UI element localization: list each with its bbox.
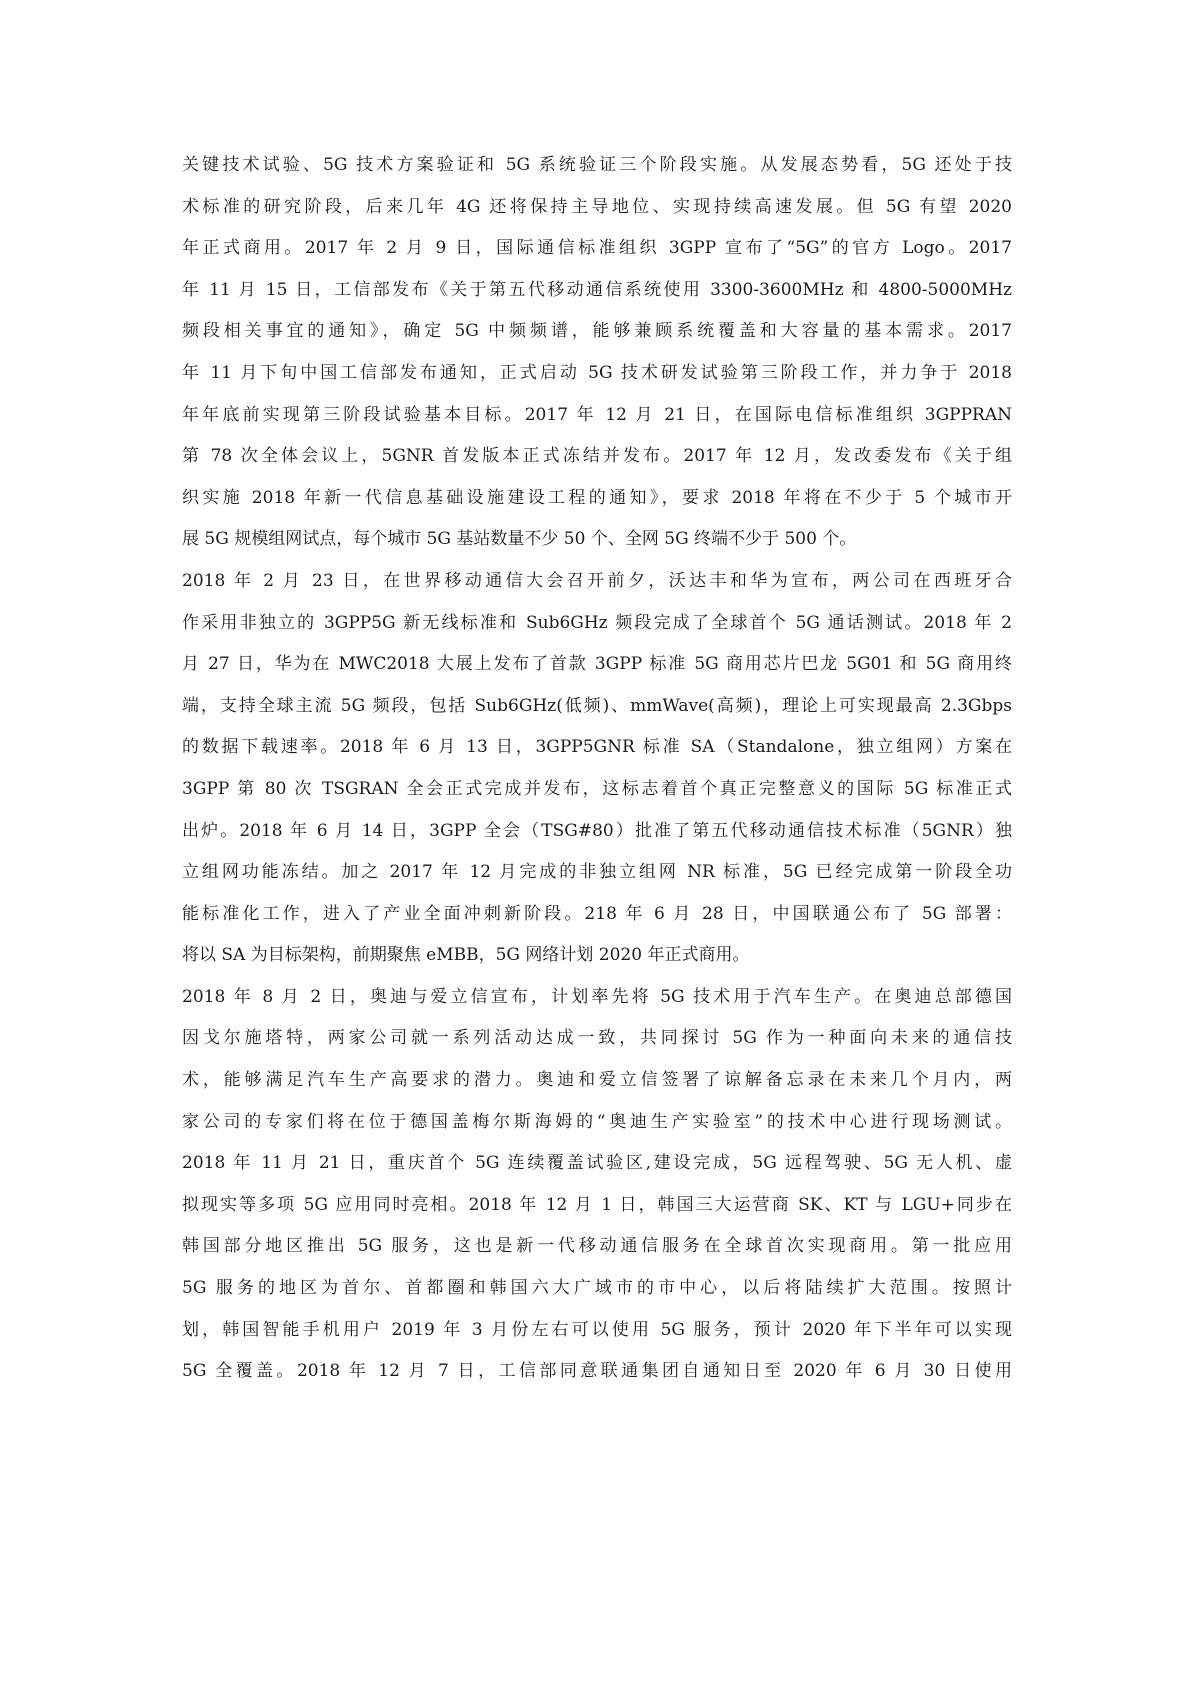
text-line: 将以 SA 为目标架构，前期聚焦 eMBB，5G 网络计划 2020 年正式商用。: [182, 945, 750, 966]
text-line: 端，支持全球主流 5G 频段，包括 Sub6GHz(低频)、mmWave(高频)，理论上可实现最高 2.3Gbps: [182, 695, 1012, 716]
text-line: 拟现实等多项 5G 应用同时亮相。2018 年 12 月 1 日，韩国三大运营商 SK、KT 与 LGU+同步在: [182, 1194, 1012, 1215]
text-line: 年 11 月下旬中国工信部发布通知，正式启动 5G 技术研发试验第三阶段工作，并力争于 2018: [182, 362, 1012, 383]
text-line: 年正式商用。2017 年 2 月 9 日，国际通信标准组织 3GPP 宣布了“5G”的官方 Logo。2017: [182, 238, 1012, 259]
text-line: 术标准的研究阶段，后来几年 4G 还将保持主导地位、实现持续高速发展。但 5G 有望 2020: [182, 196, 1012, 217]
text-line: 立组网功能冻结。加之 2017 年 12 月完成的非独立组网 NR 标准，5G 已经完成第一阶段全功: [182, 862, 1012, 883]
text-line: 2018 年 11 月 21 日，重庆首个 5G 连续覆盖试验区,建设完成，5G 远程驾驶、5G 无人机、虚: [182, 1153, 1012, 1174]
text-line: 3GPP 第 80 次 TSGRAN 全会正式完成并发布，这标志着首个真正完整意义的国际 5G 标准正式: [182, 778, 1012, 799]
text-line: 作采用非独立的 3GPP5G 新无线标准和 Sub6GHz 频段完成了全球首个 5G 通话测试。2018 年 2: [182, 612, 1012, 633]
text-line: 因戈尔施塔特，两家公司就一系列活动达成一致，共同探讨 5G 作为一种面向未来的通信技: [182, 1028, 1012, 1049]
text-line: 频段相关事宜的通知》，确定 5G 中频频谱，能够兼顾系统覆盖和大容量的基本需求。2017: [182, 321, 1012, 342]
text-line: 能标准化工作，进入了产业全面冲刺新阶段。218 年 6 月 28 日，中国联通公布了 5G 部署：: [182, 903, 1012, 924]
text-line: 展 5G 规模组网试点，每个城市 5G 基站数量不少 50 个、全网 5G 终端不少于 500 个。: [182, 529, 857, 550]
text-line: 划，韩国智能手机用户 2019 年 3 月份左右可以使用 5G 服务，预计 2020 年下半年可以实现: [182, 1319, 1012, 1340]
text-line: 家公司的专家们将在位于德国盖梅尔斯海姆的“奥迪生产实验室”的技术中心进行现场测试。: [182, 1111, 1012, 1132]
text-line: 年年底前实现第三阶段试验基本目标。2017 年 12 月 21 日，在国际电信标准组织 3GPPRAN: [182, 404, 1012, 425]
text-line: 术，能够满足汽车生产高要求的潜力。奥迪和爱立信签署了谅解备忘录在未来几个月内，两: [182, 1070, 1012, 1091]
text-line: 2018 年 8 月 2 日，奥迪与爱立信宣布，计划率先将 5G 技术用于汽车生产。在奥迪总部德国: [182, 986, 1012, 1007]
paragraph-3: [182, 977, 1012, 1393]
text-line: 2018 年 2 月 23 日，在世界移动通信大会召开前夕，沃达丰和华为宣布，两公司在西班牙合: [182, 570, 1012, 591]
body-text: [182, 145, 1012, 1393]
text-line: 第 78 次全体会议上，5GNR 首发版本正式冻结并发布。2017 年 12 月，发改委发布《关于组: [182, 446, 1012, 467]
text-line: 织实施 2018 年新一代信息基础设施建设工程的通知》，要求 2018 年将在不少于 5 个城市开: [182, 487, 1012, 508]
text-line: 年 11 月 15 日，工信部发布《关于第五代移动通信系统使用 3300-3600MHz 和 4800-5000MHz: [182, 279, 1012, 300]
text-line: 5G 服务的地区为首尔、首都圈和韩国六大广域市的市中心，以后将陆续扩大范围。按照计: [182, 1278, 1012, 1299]
text-line: 关键技术试验、5G 技术方案验证和 5G 系统验证三个阶段实施。从发展态势看，5G 还处于技: [182, 155, 1012, 175]
paragraph-2: [182, 561, 1012, 977]
text-line: 出炉。2018 年 6 月 14 日，3GPP 全会（TSG#80）批准了第五代移动通信技术标准（5GNR）独: [182, 820, 1012, 841]
text-line: 的数据下载速率。2018 年 6 月 13 日，3GPP5GNR 标准 SA（Standalone，独立组网）方案在: [182, 737, 1012, 758]
text-line: 5G 全覆盖。2018 年 12 月 7 日，工信部同意联通集团自通知日至 2020 年 6 月 30 日使用: [182, 1361, 1012, 1382]
paragraph-1: [182, 145, 1012, 561]
text-line: 月 27 日，华为在 MWC2018 大展上发布了首款 3GPP 标准 5G 商用芯片巴龙 5G01 和 5G 商用终: [182, 654, 1012, 675]
text-line: 韩国部分地区推出 5G 服务，这也是新一代移动通信服务在全球首次实现商用。第一批应用: [182, 1236, 1012, 1257]
